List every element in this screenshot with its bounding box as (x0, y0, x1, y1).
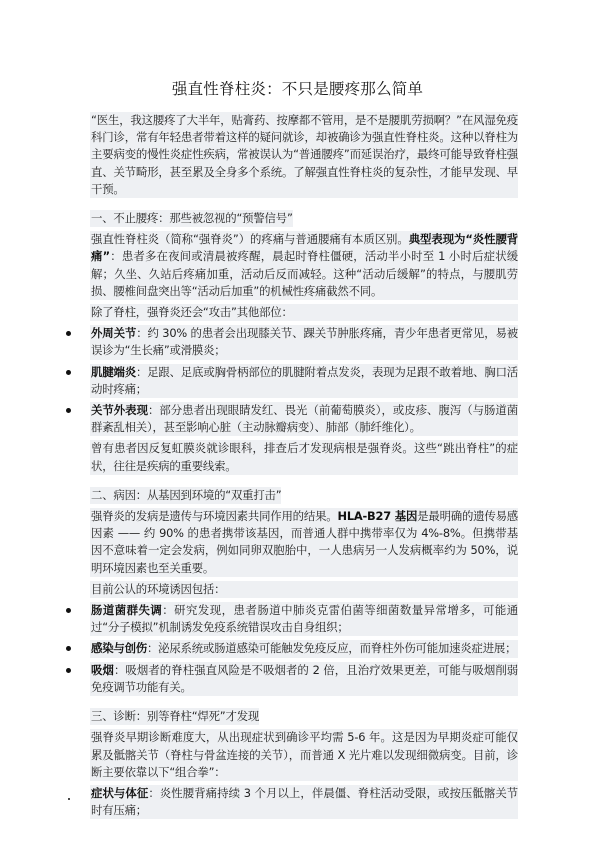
bullet-icon (66, 646, 71, 651)
s1-paragraph-2: 除了脊柱，强脊炎还会“攻击”其他部位： (90, 304, 518, 321)
bullet-icon (66, 408, 71, 413)
s1-emphasis: 典型表现为“炎性腰背痛” (91, 232, 518, 264)
s1-paragraph-3: 曾有患者因反复虹膜炎就诊眼科，排查后才发现病根是强脊炎。这些“跳出脊柱”的症状，往往是疾病的重要线索。 (90, 440, 518, 474)
list-item: 吸烟：吸烟者的脊柱强直风险是不吸烟者的 2 倍，且治疗效果更差，可能与吸烟削弱免疫调节功能有关。 (90, 662, 518, 696)
bullet-icon (66, 370, 71, 375)
list-item: 肌腱端炎：足跟、足底或胸骨柄部位的肌腱附着点发炎，表现为足跟不敢着地、胸口活动时疼痛； (90, 364, 518, 398)
intro-paragraph: “医生，我这腰疼了大半年，贴膏药、按摩都不管用，是不是腰肌劳损啊？”在风湿免疫科门诊，常有年轻患者带着这样的疑问就诊，却被确诊为强直性脊柱炎。这种以脊柱为主要病变的慢性炎症性疾病，常被误认为“普通腰疼”而延误治疗，最终可能导致脊柱强直、关节畸形，甚至累及全身多个系统。了解强直性脊柱炎的复杂性，才能早发现、早干预。 (90, 112, 518, 198)
bullet-icon (68, 798, 70, 800)
list-item: 症状与体征：炎性腰背痛持续 3 个月以上，伴晨僵、脊柱活动受限，或按压骶髂关节时有压痛； (90, 785, 518, 819)
bullet-icon (66, 668, 71, 673)
bullet-icon (66, 331, 71, 336)
s2-paragraph-2: 目前公认的环境诱因包括： (90, 581, 518, 598)
section-heading-2: 二、病因：从基因到环境的“双重打击” (90, 487, 281, 504)
article-body (90, 112, 518, 823)
s1-paragraph-1: 强直性脊柱炎（简称“强脊炎”）的疼痛与普通腰痛有本质区别。典型表现为“炎性腰背痛”：患者多在夜间或清晨被疼醒，晨起时脊柱僵硬，活动半小时至 1 小时后症状缓解；久坐、久站后疼痛加重，活动后反而减轻。这种“活动后缓解”的特点，与腰肌劳损、腰椎间盘突出等“活动后加重”的机械性疼痛截然不同。 (90, 231, 518, 300)
s2-emphasis: HLA-B27 基因 (337, 509, 418, 524)
list-item: 肠道菌群失调：研究发现，患者肠道中肺炎克雷伯菌等细菌数量异常增多，可能通过“分子模拟”机制诱发免疫系统错误攻击自身组织； (90, 602, 518, 636)
s3-paragraph-1: 强脊炎早期诊断难度大，从出现症状到确诊平均需 5-6 年。这是因为早期炎症可能仅累及骶髂关节（脊柱与骨盆连接的关节），而普通 X 光片难以发现细微病变。目前，诊断主要依靠以下“组合拳”： (90, 729, 518, 781)
bullet-icon (66, 608, 71, 613)
section-heading-3: 三、诊断：别等脊柱“焊死”才发现 (90, 708, 259, 725)
s2-paragraph-1: 强脊炎的发病是遗传与环境因素共同作用的结果。HLA-B27 基因是最明确的遗传易感因素 —— 约 90% 的患者携带该基因，而普通人群中携带率仅为 4%-8%。但携带基因不意味着一定会发病，例如同卵双胞胎中，一人患病另一人发病概率约为 50%，说明环境因素也至关重要。 (90, 508, 518, 577)
list-item: 感染与创伤：泌尿系统或肠道感染可能触发免疫反应，而脊柱外伤可能加速炎症进展； (90, 640, 518, 657)
section-heading-1: 一、不止腰疼：那些被忽视的“预警信号” (90, 210, 293, 227)
page-title: 强直性脊柱炎：不只是腰疼那么简单 (171, 80, 424, 98)
list-item: 关节外表现：部分患者出现眼睛发红、畏光（前葡萄膜炎），或皮疹、腹泻（与肠道菌群紊乱相关），甚至影响心脏（主动脉瓣病变）、肺部（肺纤维化）。 (90, 402, 518, 436)
list-item: 外周关节：约 30% 的患者会出现膝关节、踝关节肿胀疼痛，青少年患者更常见，易被误诊为“生长痛”或滑膜炎； (90, 325, 518, 359)
